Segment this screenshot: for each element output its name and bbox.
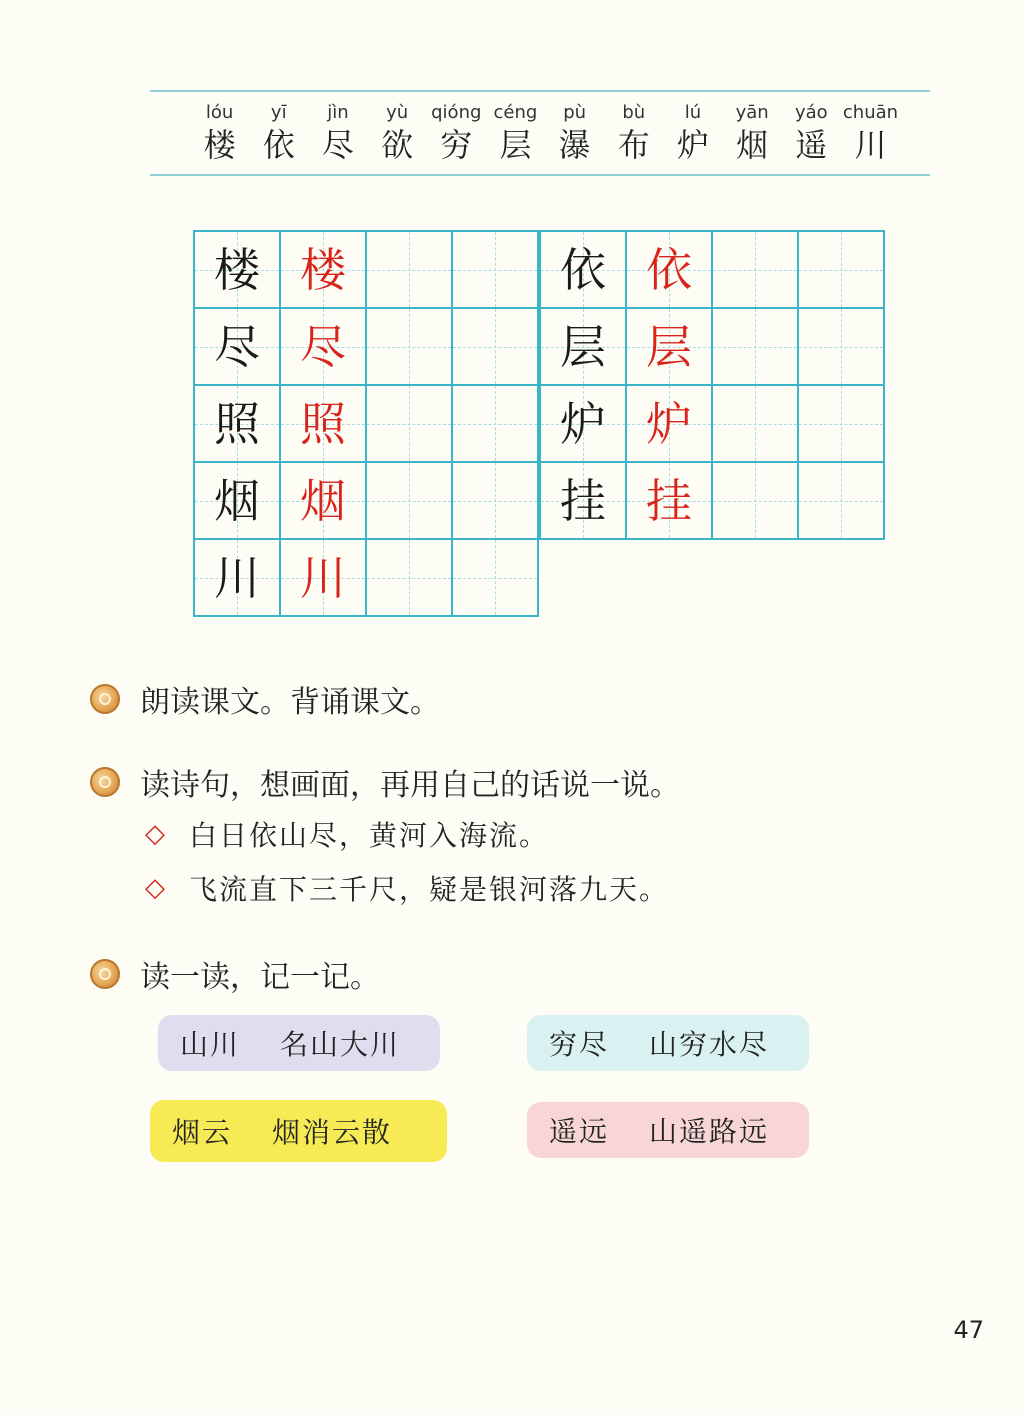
phrase-word: 穷尽 <box>549 1028 610 1061</box>
task-read-recite <box>90 677 440 721</box>
practice-cell[interactable] <box>453 463 539 540</box>
pinyin: céng <box>493 102 538 123</box>
hanzi: 瀑 <box>558 126 591 164</box>
page-number: 47 <box>953 1316 984 1344</box>
vocab-item <box>604 100 663 164</box>
diamond-icon: ◇ <box>145 873 165 903</box>
grid-row <box>195 232 539 309</box>
task-read-remember <box>90 952 380 996</box>
model-char: 尽 <box>195 309 281 386</box>
vocab-item <box>545 100 604 164</box>
model-char: 照 <box>195 386 281 463</box>
poem-line <box>145 868 669 908</box>
trace-char: 挂 <box>627 463 713 540</box>
pinyin: jìn <box>327 102 349 123</box>
practice-cell[interactable] <box>453 309 539 386</box>
pinyin: yáo <box>794 102 828 123</box>
vocab-item <box>308 100 367 164</box>
practice-cell[interactable] <box>713 232 799 309</box>
task-poem-imagine <box>90 760 680 804</box>
vocab-item <box>841 100 900 164</box>
task-text: 读诗句，想画面，再用自己的话说一说。 <box>140 768 680 803</box>
trace-char: 川 <box>281 540 367 617</box>
hanzi: 炉 <box>676 126 709 164</box>
pinyin: yān <box>735 102 769 123</box>
practice-cell[interactable] <box>799 309 885 386</box>
practice-cell[interactable] <box>367 232 453 309</box>
hanzi: 布 <box>617 126 650 164</box>
writing-grid-right <box>539 230 885 540</box>
model-char: 挂 <box>541 463 627 540</box>
hanzi: 遥 <box>795 126 828 164</box>
vocab-item <box>249 100 308 164</box>
phrase-tag <box>150 1100 447 1162</box>
practice-cell[interactable] <box>713 309 799 386</box>
diamond-icon: ◇ <box>145 819 165 849</box>
model-char: 层 <box>541 309 627 386</box>
hanzi: 川 <box>854 126 887 164</box>
hanzi: 层 <box>499 126 532 164</box>
model-char: 炉 <box>541 386 627 463</box>
practice-cell[interactable] <box>799 463 885 540</box>
phrase-tag <box>527 1015 809 1071</box>
pinyin: yù <box>386 102 409 123</box>
hanzi: 依 <box>262 126 295 164</box>
poem-text: 白日依山尽，黄河入海流。 <box>189 819 550 852</box>
pinyin: bù <box>622 102 646 123</box>
grid-row <box>195 386 539 463</box>
vocab-item <box>486 100 545 164</box>
phrase-word: 遥远 <box>549 1115 610 1148</box>
bullet-icon <box>90 684 120 714</box>
grid-row <box>541 463 885 540</box>
model-char: 川 <box>195 540 281 617</box>
vocab-top-rule <box>150 90 930 92</box>
phrase-word: 烟云 <box>172 1116 233 1149</box>
pinyin: lú <box>684 102 702 123</box>
practice-cell[interactable] <box>367 463 453 540</box>
vocab-item <box>368 100 427 164</box>
pinyin: lóu <box>205 102 234 123</box>
practice-cell[interactable] <box>367 386 453 463</box>
trace-char: 炉 <box>627 386 713 463</box>
vocab-item <box>782 100 841 164</box>
phrase-word: 山川 <box>180 1028 241 1061</box>
pinyin: qióng <box>431 102 482 123</box>
phrase-idiom: 名山大川 <box>280 1028 401 1061</box>
practice-cell[interactable] <box>453 540 539 617</box>
grid-row <box>541 309 885 386</box>
bullet-icon <box>90 959 120 989</box>
task-text: 读一读，记一记。 <box>140 960 380 995</box>
vocab-bottom-rule <box>150 174 930 176</box>
model-char: 依 <box>541 232 627 309</box>
practice-cell[interactable] <box>799 386 885 463</box>
hanzi: 尽 <box>321 126 354 164</box>
grid-row <box>541 232 885 309</box>
hanzi: 楼 <box>203 126 236 164</box>
practice-cell[interactable] <box>367 309 453 386</box>
trace-char: 照 <box>281 386 367 463</box>
model-char: 楼 <box>195 232 281 309</box>
hanzi: 穷 <box>440 126 473 164</box>
practice-cell[interactable] <box>799 232 885 309</box>
trace-char: 尽 <box>281 309 367 386</box>
practice-cell[interactable] <box>713 386 799 463</box>
trace-char: 楼 <box>281 232 367 309</box>
trace-char: 依 <box>627 232 713 309</box>
phrase-idiom: 山穷水尽 <box>649 1028 770 1061</box>
vocab-item <box>190 100 249 164</box>
pinyin: pù <box>563 102 587 123</box>
hanzi: 欲 <box>381 126 414 164</box>
writing-grid-left <box>193 230 539 617</box>
grid-row <box>195 309 539 386</box>
practice-cell[interactable] <box>453 232 539 309</box>
phrase-tag <box>158 1015 440 1071</box>
vocab-list <box>190 100 900 164</box>
trace-char: 烟 <box>281 463 367 540</box>
bullet-icon <box>90 767 120 797</box>
vocab-item <box>427 100 486 164</box>
grid-row <box>195 540 539 617</box>
model-char: 烟 <box>195 463 281 540</box>
trace-char: 层 <box>627 309 713 386</box>
grid-row <box>195 463 539 540</box>
poem-line <box>145 814 549 854</box>
pinyin: chuān <box>842 102 899 123</box>
grid-row <box>541 386 885 463</box>
vocab-item <box>723 100 782 164</box>
phrase-tag <box>527 1102 809 1158</box>
vocab-item <box>663 100 722 164</box>
poem-text: 飞流直下三千尺，疑是银河落九天。 <box>189 873 670 906</box>
practice-cell[interactable] <box>713 463 799 540</box>
practice-cell[interactable] <box>453 386 539 463</box>
phrase-idiom: 山遥路远 <box>649 1115 770 1148</box>
phrase-idiom: 烟消云散 <box>272 1116 393 1149</box>
pinyin: yī <box>270 102 287 123</box>
practice-cell[interactable] <box>367 540 453 617</box>
task-text: 朗读课文。背诵课文。 <box>140 685 440 720</box>
hanzi: 烟 <box>736 126 769 164</box>
